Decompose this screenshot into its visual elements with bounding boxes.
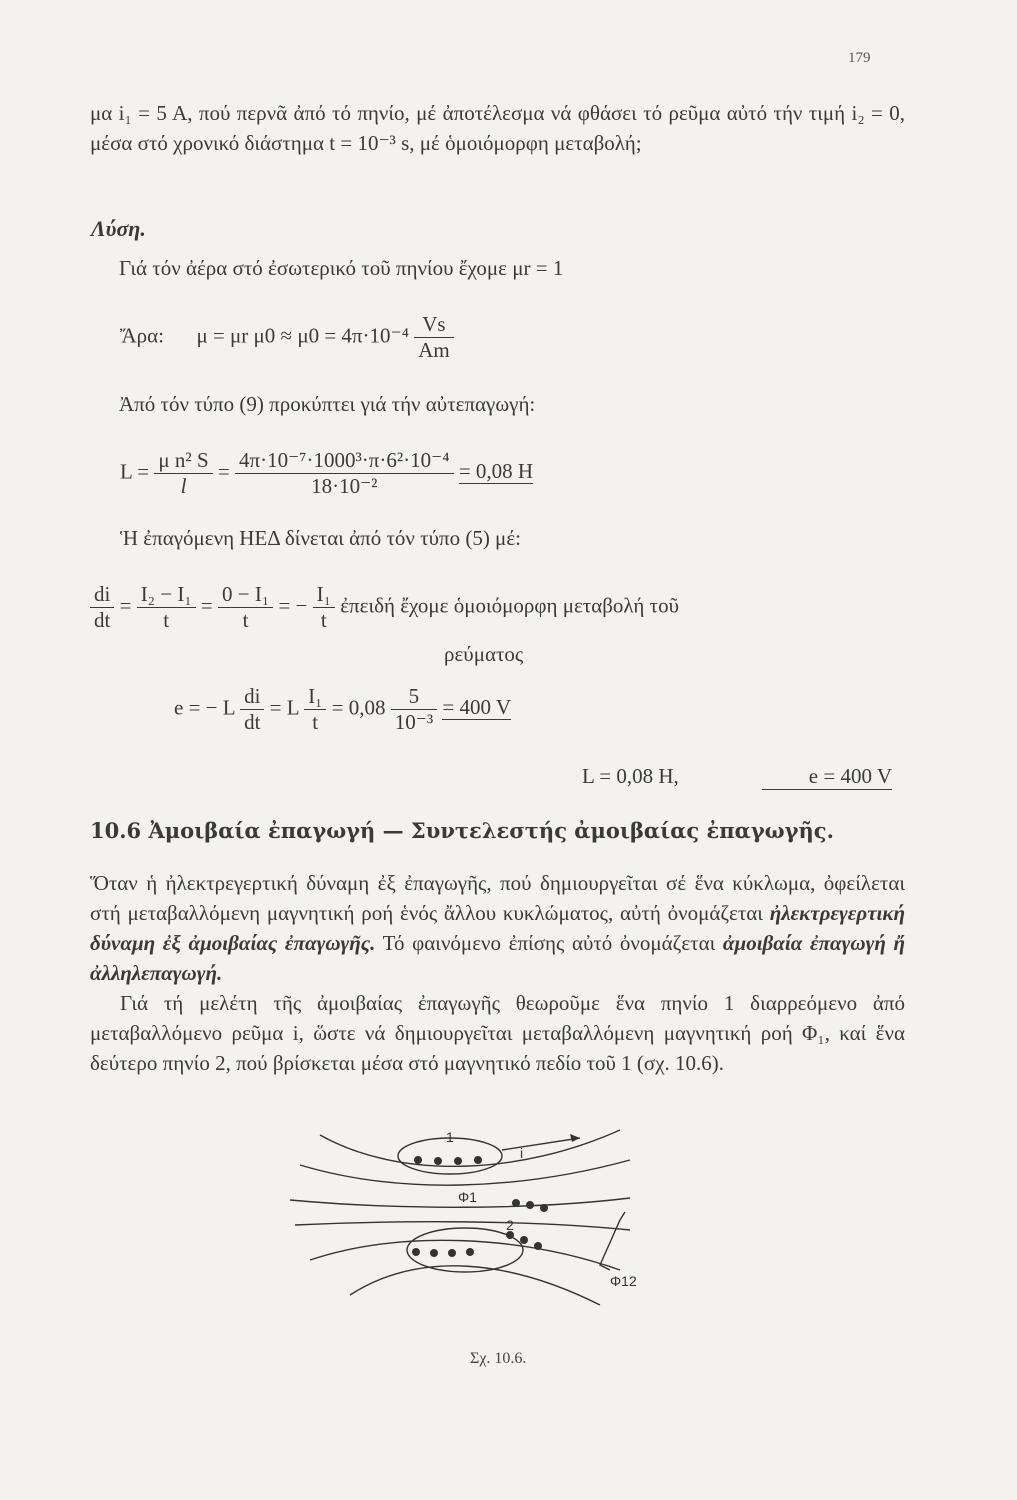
coil-1-dot: [474, 1156, 482, 1164]
e-I1-num: I₁: [308, 684, 323, 708]
L-fraction-1: [154, 448, 212, 499]
e-mid: = L: [269, 695, 299, 720]
field-line-2: [300, 1160, 630, 1185]
para1-term-mutual: ἀμοιβαία ἐπαγωγή ἤ ἀλληλεπαγωγή.: [90, 931, 905, 985]
figure-caption: Σχ. 10.6.: [470, 1350, 527, 1367]
coil-2-dot: [520, 1236, 528, 1244]
e-I1-t-fraction: [304, 684, 326, 735]
para1-text-c: Τό φαινόμενο ἐπίσης αὐτό ὀνομάζεται: [375, 931, 723, 955]
field-line-1: [320, 1130, 620, 1166]
section-title: 10.6 Ἀμοιβαία ἐπαγωγή — Συντελεστής ἀμοιβαίας ἐπαγωγῆς.: [90, 818, 834, 843]
coil-1-dot: [454, 1157, 462, 1165]
coil-2-outline: [407, 1228, 523, 1272]
di-minus: = −: [278, 593, 308, 618]
L-den-1: l: [154, 473, 212, 499]
L-fraction-2: [235, 448, 454, 499]
delta-I-fraction: [137, 582, 196, 633]
current-rate-equation: $\frac{di}{dt}$ = $\frac{\text{I₂ − I₁}}{t}$ = $\frac{\text{0 − I₁}}{t}$ = − $\frac{\text{I₁}}{t}$ ἐπειδή ἔχομε ὁμοιόμορφη μεταβολή τοῦ: [90, 582, 679, 633]
mu-unit-fraction: [414, 312, 454, 363]
uniform-change-note-2: ρεύματος: [444, 642, 524, 666]
para1-term-emf: ἠλεκτρεγερτική δύναμη ἐξ ἀμοιβαίας ἐπαγωγῆς.: [90, 901, 905, 955]
phi1-label: Φ1: [458, 1189, 477, 1205]
L-result: = 0,08 H: [458, 459, 534, 484]
coil-1-dot: [434, 1157, 442, 1165]
current-arrow: [502, 1138, 580, 1150]
formula-intro: Ἀπό τόν τύπο (9) προκύπτει γιά τήν αὐτεπαγωγή:: [119, 392, 536, 416]
coil-field-figure: [280, 1120, 660, 1320]
flux-dot: [526, 1201, 534, 1209]
e-di-dt-fraction: [240, 684, 264, 735]
e-mid2: = 0,08: [331, 695, 386, 720]
phi12-bracket: [600, 1212, 625, 1270]
coil-2-label: 2: [506, 1217, 514, 1233]
L-equals: =: [217, 459, 230, 484]
current-label: i: [520, 1145, 524, 1161]
delta-I-den: t: [137, 607, 196, 633]
mutual-induction-paragraph: [90, 868, 905, 988]
mu-label: Ἄρα:: [120, 323, 164, 348]
air-permeability-line: Γιά τόν ἀέρα στό ἐσωτερικό τοῦ πηνίου ἔχομε μr = 1: [119, 256, 564, 280]
study-paragraph: Γιά τή μελέτη τῆς ἀμοιβαίας ἐπαγωγῆς θεωροῦμε ἕνα πηνίο 1 διαρρεόμενο ἀπό μεταβαλλόμενο ρεῦμα i, ὥστε νά δημιουργεῖται μεταβαλλόμενη μαγνητική ροή Φ₁, καί ἕνα δεύτερο πηνίο 2, πού βρίσκεται μέσα στό μαγνητικό πεδίο τοῦ 1 (σχ. 10.6).: [90, 991, 905, 1075]
e-5-over-fraction: [391, 684, 437, 735]
mu-unit-den: Am: [414, 337, 454, 363]
current-arrowhead: [570, 1134, 580, 1142]
coil-2-dot: [412, 1248, 420, 1256]
uniform-change-note: ἐπειδή ἔχομε ὁμοιόμορφη μεταβολή τοῦ: [340, 593, 679, 618]
e-t-den: t: [304, 709, 326, 735]
coil-2-dot: [448, 1249, 456, 1257]
e-5-num: 5: [408, 684, 420, 708]
delta-I-num: I₂ − I₁: [140, 582, 192, 606]
e-dt-den: dt: [240, 709, 264, 735]
L-den-2: 18·10⁻²: [235, 473, 454, 499]
zero-minus-I-num: 0 − I₁: [222, 582, 270, 606]
I1-num: I₁: [316, 582, 331, 606]
page-number: 179: [848, 50, 871, 66]
summary-L: L = 0,08 H,: [582, 764, 679, 788]
coil-1-dot: [414, 1156, 422, 1164]
I1-over-t-fraction: [313, 582, 335, 633]
emf-equation: [174, 684, 511, 735]
e-di-num: di: [244, 684, 261, 708]
zero-minus-I-fraction: [218, 582, 273, 633]
inductance-equation: [120, 448, 533, 499]
phi12-label: Φ12: [610, 1273, 637, 1289]
para1-text-a: Ὅταν ἡ ἠλεκτρεγερτική δύναμη ἐξ ἐπαγωγῆς, πού δημιουργεῖται σέ ἕνα κύκλωμα, ὀφείλεται στή μεταβαλλόμενη μαγνητική ροή ἑνός ἄλλου κυκλώματος, αὐτή ὀνομάζεται: [90, 871, 905, 925]
coil-2-dot: [466, 1248, 474, 1256]
e-exp-den: 10⁻³: [391, 709, 437, 735]
mu-unit-num: Vs: [422, 312, 446, 336]
e-result: = 400 V: [442, 695, 512, 720]
t-den: t: [313, 607, 335, 633]
di-num: di: [94, 582, 111, 606]
solution-heading: Λύση.: [91, 216, 146, 241]
di-den: dt: [90, 607, 114, 633]
emf-intro: Ἡ ἐπαγόμενη ΗΕΔ δίνεται ἀπό τόν τύπο (5) μέ:: [120, 526, 521, 550]
coil-2-dot: [430, 1249, 438, 1257]
field-line-4: [295, 1222, 630, 1230]
intro-paragraph: μα i₁ = 5 A, πού περνᾶ ἀπό τό πηνίο, μέ ἀποτέλεσμα νά φθάσει τό ρεῦμα αὐτό τήν τιμή i₂ = 0, μέσα στό χρονικό διάστημα t = 10⁻³ s, μέ ὁμοιόμορφη μεταβολή;: [90, 101, 905, 155]
mu-lhs: μ = μr μ0 ≈ μ0 = 4π·10⁻⁴: [196, 323, 409, 348]
coil-1-label: 1: [446, 1129, 454, 1145]
L-lhs: L =: [120, 459, 150, 484]
L-num-2: 4π·10⁻⁷·1000³·π·6²·10⁻⁴: [238, 448, 450, 472]
di-dt-fraction: [90, 582, 114, 633]
zero-minus-I-den: t: [218, 607, 273, 633]
L-num-1: μ n² S: [158, 448, 209, 472]
mu-equation: [120, 312, 454, 363]
e-lhs: e = − L: [174, 695, 235, 720]
summary-e: e = 400 V: [762, 764, 892, 790]
flux-dot: [540, 1204, 548, 1212]
flux-dot: [512, 1199, 520, 1207]
coil-2-dot: [534, 1242, 542, 1250]
